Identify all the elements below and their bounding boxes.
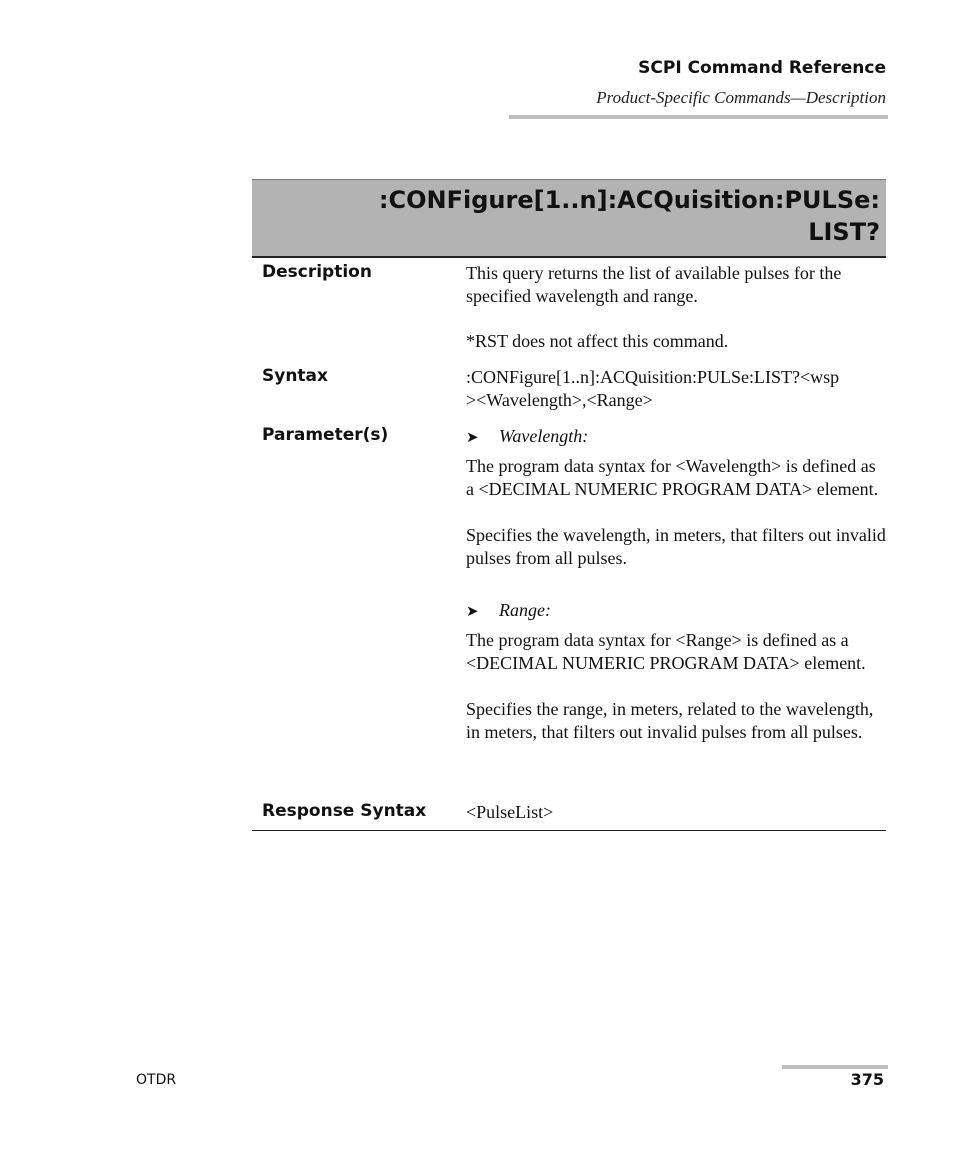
parameter-name: Wavelength: bbox=[499, 426, 589, 446]
description-paragraph-1: This query returns the list of available pulses for the specified wavelength and range. bbox=[466, 263, 842, 306]
table-bottom-rule bbox=[252, 830, 886, 831]
running-header-subtitle: Product-Specific Commands—Description bbox=[596, 88, 886, 107]
parameter-range-heading bbox=[466, 599, 551, 623]
syntax-line-2: ><Wavelength>,<Range> bbox=[466, 390, 653, 410]
bullet-arrow-icon: ➤ bbox=[466, 602, 479, 620]
command-title-line-1: :CONFigure[1..n]:ACQuisition:PULSe: bbox=[378, 186, 880, 214]
description-label: Description bbox=[262, 262, 372, 282]
parameter-name: Range: bbox=[499, 600, 551, 620]
parameter-range-syntax: The program data syntax for <Range> is defined as a <DECIMAL NUMERIC PROGRAM DATA> element. bbox=[466, 630, 866, 673]
description-paragraph-2: *RST does not affect this command. bbox=[466, 331, 729, 351]
command-title-line-2: LIST? bbox=[808, 218, 880, 246]
parameter-wavelength-text bbox=[466, 455, 886, 570]
parameter-range-text bbox=[466, 629, 886, 744]
description-text bbox=[466, 262, 886, 353]
bullet-arrow-icon: ➤ bbox=[466, 428, 479, 446]
command-title-box bbox=[252, 179, 886, 258]
page-number: 375 bbox=[850, 1070, 884, 1089]
syntax-line-1: :CONFigure[1..n]:ACQuisition:PULSe:LIST?<wsp bbox=[466, 367, 840, 387]
parameter-wavelength-description: Specifies the wavelength, in meters, that filters out invalid pulses from all pulses. bbox=[466, 525, 886, 568]
command-title bbox=[379, 184, 880, 248]
syntax-text bbox=[466, 366, 886, 412]
response-syntax-label: Response Syntax bbox=[262, 801, 427, 821]
footer-product-name: OTDR bbox=[136, 1072, 177, 1088]
header-rule bbox=[509, 115, 888, 119]
syntax-label: Syntax bbox=[262, 366, 328, 386]
parameter-wavelength-syntax: The program data syntax for <Wavelength> is defined as a <DECIMAL NUMERIC PROGRAM DATA> element. bbox=[466, 456, 879, 499]
response-syntax-value: <PulseList> bbox=[466, 802, 554, 822]
running-header-title: SCPI Command Reference bbox=[638, 58, 886, 78]
footer-rule bbox=[782, 1065, 888, 1069]
parameter-range-description: Specifies the range, in meters, related to the wavelength, in meters, that filters out invalid pulses from all pulses. bbox=[466, 699, 874, 742]
parameters-label: Parameter(s) bbox=[262, 425, 389, 445]
parameter-wavelength-heading bbox=[466, 425, 588, 449]
